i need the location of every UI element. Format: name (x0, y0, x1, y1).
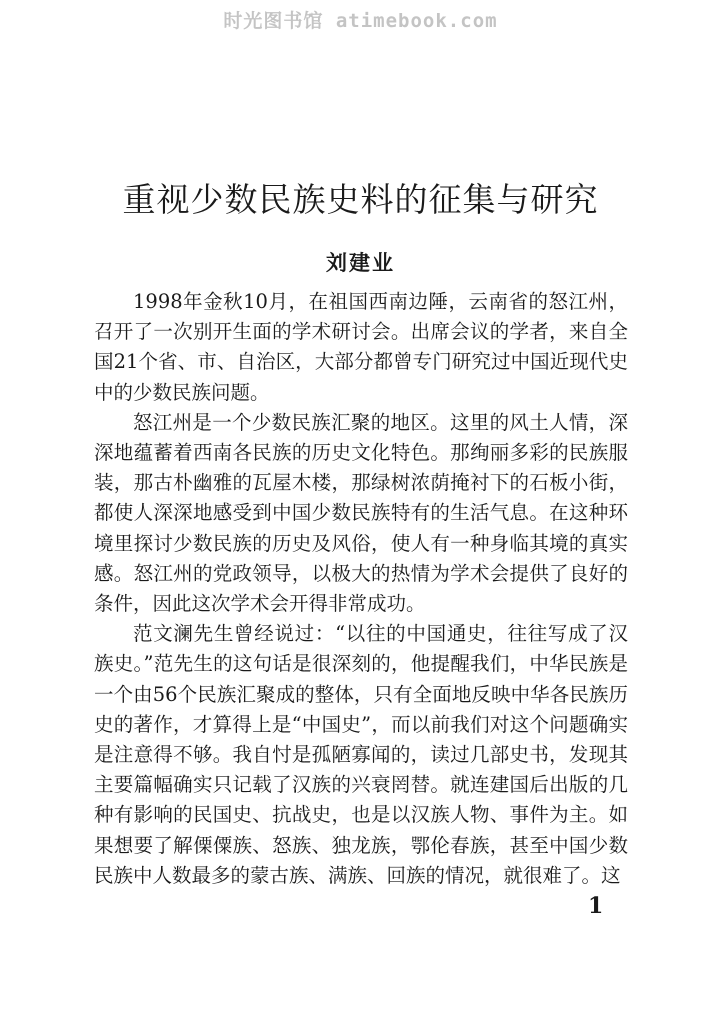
article-title: 重视少数民族史料的征集与研究 (122, 180, 599, 219)
watermark: 时光图书馆 atimebook.com (223, 10, 498, 32)
author-name: 刘建业 (326, 251, 395, 275)
article-body (94, 287, 628, 891)
paragraph-1: 1998年金秋10月，在祖国西南边陲，云南省的怒江州，召开了一次别开生面的学术研讨会。出席会议的学者，来自全国21个省、市、自治区，大部分都曾专门研究过中国近现代史中的少数民族问题。 (94, 290, 628, 404)
page-number: 1 (588, 893, 604, 919)
paragraph-2: 怒江州是一个少数民族汇聚的地区。这里的风土人情，深深地蕴蓄着西南各民族的历史文化特色。那绚丽多彩的民族服装，那古朴幽雅的瓦屋木楼，那绿树浓荫掩衬下的石板小街，都使人深深地感受到中国少数民族特有的生活气息。在这种环境里探讨少数民族的历史及风俗，使人有一种身临其境的真实感。怒江州的党政领导，以极大的热情为学术会提供了良好的条件，因此这次学术会开得非常成功。 (94, 410, 628, 616)
paragraph-3: 范文澜先生曾经说过：“以往的中国通史，往往写成了汉族史。”范先生的这句话是很深刻的，他提醒我们，中华民族是一个由56个民族汇聚成的整体，只有全面地反映中华各民族历史的著作，才算得上是“中国史”，而以前我们对这个问题确实是注意得不够。我自忖是孤陋寡闻的，读过几部史书，发现其主要篇幅确实只记载了汉族的兴衰罔替。就连建国后出版的几种有影响的民国史、抗战史，也是以汉族人物、事件为主。如果想要了解傈僳族、怒族、独龙族，鄂伦春族，甚至中国少数民族中人数最多的蒙古族、满族、回族的情况，就很难了。这 (94, 622, 628, 887)
